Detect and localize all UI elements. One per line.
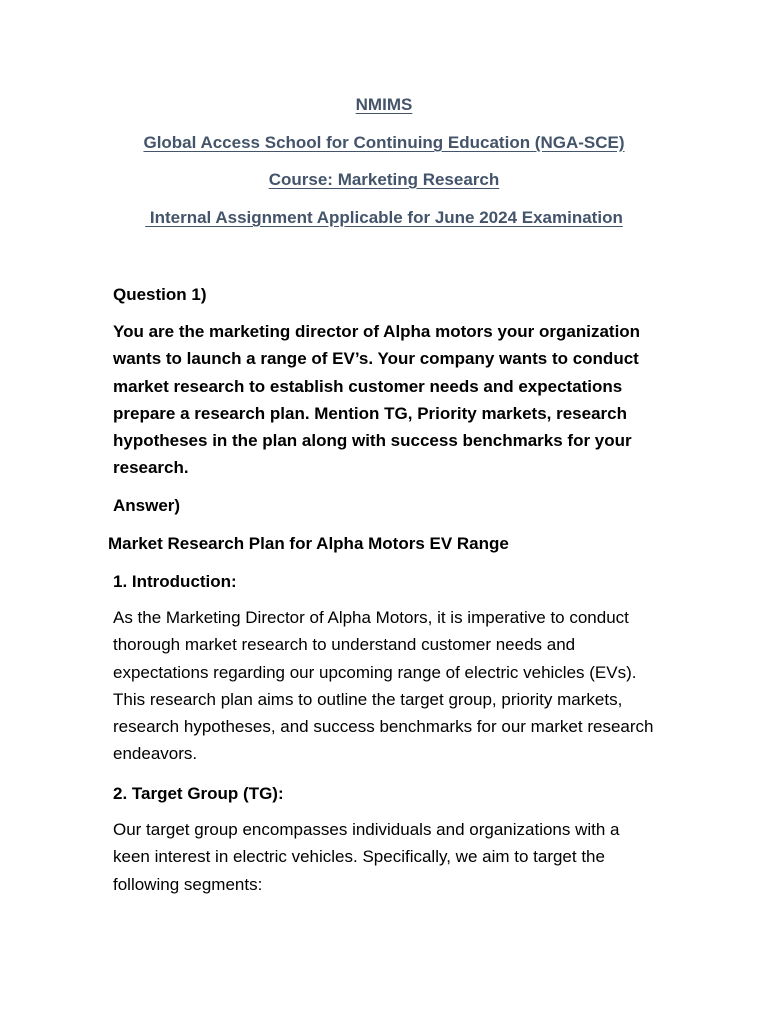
- question-text: You are the marketing director of Alpha motors your organization wants to launch a range of EV’s. Your company wants to conduct market research to establish customer needs and expectations prepare a research plan. Mention TG, Priority markets, research hypotheses in the plan along with success benchmarks for your research.: [113, 322, 641, 478]
- assignment-title: Internal Assignment Applicable for June 2024 Examination: [145, 208, 623, 227]
- plan-title: Market Research Plan for Alpha Motors EV Range: [108, 534, 509, 553]
- course-title: Course: Marketing Research: [268, 170, 500, 189]
- section-heading-target-group: 2. Target Group (TG):: [113, 784, 284, 803]
- school-title: Global Access School for Continuing Education (NGA-SCE): [143, 133, 625, 152]
- section-heading-introduction: 1. Introduction:: [113, 572, 237, 591]
- institution-title: NMIMS: [355, 95, 413, 114]
- section-text-introduction: As the Marketing Director of Alpha Motors, it is imperative to conduct thorough market research to understand customer needs and expectations regarding our upcoming range of electric vehicles (EVs). This research plan aims to outline the target group, priority markets, research hypotheses, and success benchmarks for our market research endeavors.: [113, 608, 654, 764]
- section-text-target-group: Our target group encompasses individuals and organizations with a keen interest in electric vehicles. Specifically, we aim to target the following segments:: [113, 820, 620, 894]
- answer-label: Answer): [113, 496, 181, 515]
- question-label: Question 1): [113, 285, 207, 304]
